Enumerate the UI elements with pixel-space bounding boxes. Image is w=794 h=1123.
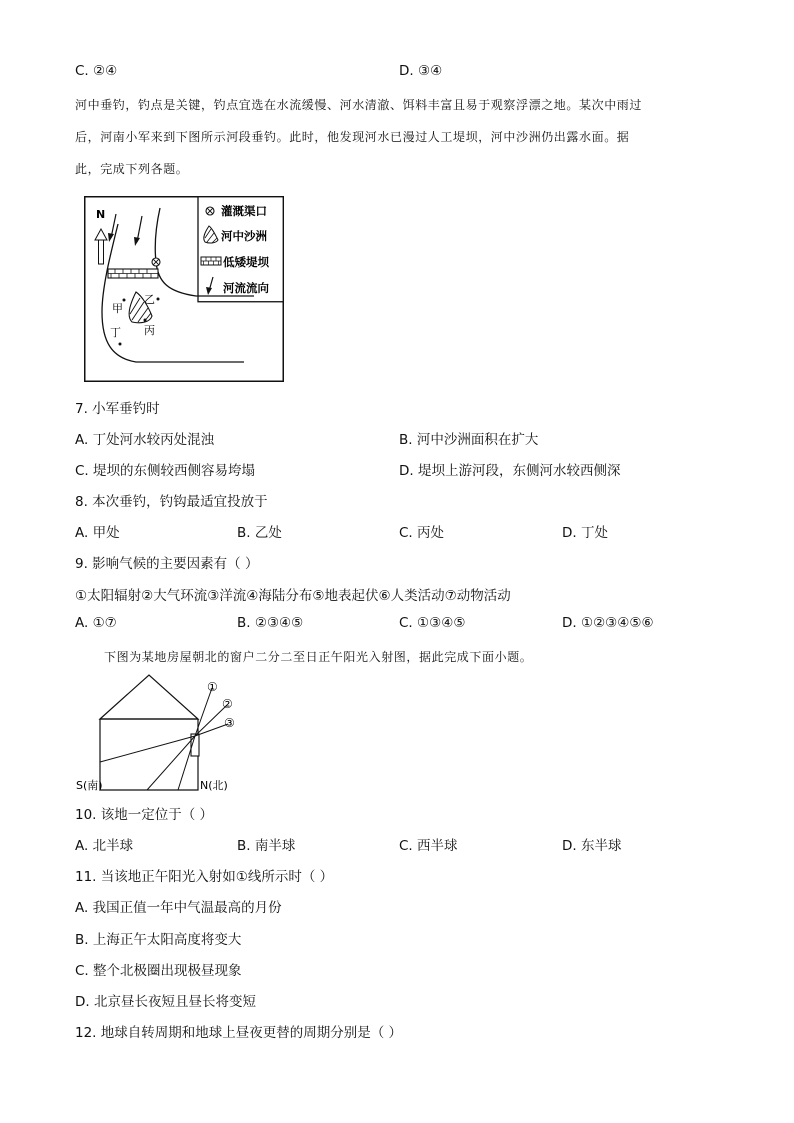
q7-option-c: C. 堤坝的东侧较西侧容易垮塌 <box>75 463 256 479</box>
legend-label-flow: 河流流向 <box>223 281 269 295</box>
q10-option-b: B. 南半球 <box>237 838 296 854</box>
valve-icon <box>152 258 160 266</box>
legend-dam-icon <box>201 257 221 265</box>
q11-option-c: C. 整个北极圈出现极昼现象 <box>75 963 242 979</box>
north-label-house: N(北) <box>200 779 228 792</box>
q6-option-c: C. ②④ <box>75 63 118 79</box>
legend-label-valve: 灌溉渠口 <box>221 204 267 218</box>
ray-2-label: ② <box>222 697 233 711</box>
q7-option-d: D. 堤坝上游河段，东侧河水较西侧深 <box>399 463 621 479</box>
q7-stem: 7. 小军垂钓时 <box>75 401 160 417</box>
q7-option-a: A. 丁处河水较丙处混浊 <box>75 432 215 448</box>
q9-stem: 9. 影响气候的主要因素有（ ） <box>75 556 259 572</box>
point-jia: 甲 <box>112 302 123 315</box>
passage-line-1: 河中垂钓，钓点是关键，钓点宜选在水流缓慢、河水清澈、饵料丰富且易于观察浮漂之地。某次中雨过 <box>75 98 643 112</box>
house-sunlight-diagram <box>74 672 254 796</box>
legend-label-dam: 低矮堤坝 <box>223 255 269 269</box>
q7-option-b: B. 河中沙洲面积在扩大 <box>399 432 539 448</box>
passage-line-2: 后，河南小军来到下图所示河段垂钓。此时，他发现河水已漫过人工堤坝，河中沙洲仍出露水面。据 <box>75 130 630 144</box>
north-label: N <box>96 208 106 221</box>
passage-line-3: 此，完成下列各题。 <box>75 162 189 176</box>
q8-stem: 8. 本次垂钓，钓钩最适宜投放于 <box>75 494 268 510</box>
ray-3-label: ③ <box>224 716 235 730</box>
q10-stem: 10. 该地一定位于（ ） <box>75 807 214 823</box>
q9-option-c: C. ①③④⑤ <box>399 615 466 631</box>
q9-option-d: D. ①②③④⑤⑥ <box>562 615 654 631</box>
q9-option-b: B. ②③④⑤ <box>237 615 304 631</box>
q9-option-a: A. ①⑦ <box>75 615 117 631</box>
ray-1-label: ① <box>207 680 218 694</box>
q11-option-d: D. 北京昼长夜短且昼长将变短 <box>75 994 256 1010</box>
point-bing: 丙 <box>144 324 155 337</box>
q6-option-d: D. ③④ <box>399 63 443 79</box>
q11-option-a: A. 我国正值一年中气温最高的月份 <box>75 900 282 916</box>
q10-option-a: A. 北半球 <box>75 838 134 854</box>
point-ding: 丁 <box>110 326 121 339</box>
q11-option-b: B. 上海正午太阳高度将变大 <box>75 932 242 948</box>
house-intro: 下图为某地房屋朝北的窗户二分二至日正午阳光入射图，据此完成下面小题。 <box>104 650 533 664</box>
q12-stem: 12. 地球自转周期和地球上昼夜更替的周期分别是（ ） <box>75 1025 403 1041</box>
river-map-figure <box>84 196 284 382</box>
q9-factors: ①太阳辐射②大气环流③洋流④海陆分布⑤地表起伏⑥人类活动⑦动物活动 <box>75 588 511 604</box>
point-yi: 乙 <box>144 293 155 306</box>
south-label: S(南) <box>76 779 103 792</box>
q11-stem: 11. 当该地正午阳光入射如①线所示时（ ） <box>75 869 334 885</box>
q8-option-b: B. 乙处 <box>237 525 282 541</box>
q10-option-d: D. 东半球 <box>562 838 622 854</box>
dam-icon <box>108 269 158 278</box>
q8-option-a: A. 甲处 <box>75 525 120 541</box>
legend-label-sandbar: 河中沙洲 <box>221 229 267 243</box>
q8-option-c: C. 丙处 <box>399 525 445 541</box>
legend-valve-icon <box>206 207 214 215</box>
q10-option-c: C. 西半球 <box>399 838 458 854</box>
q8-option-d: D. 丁处 <box>562 525 608 541</box>
